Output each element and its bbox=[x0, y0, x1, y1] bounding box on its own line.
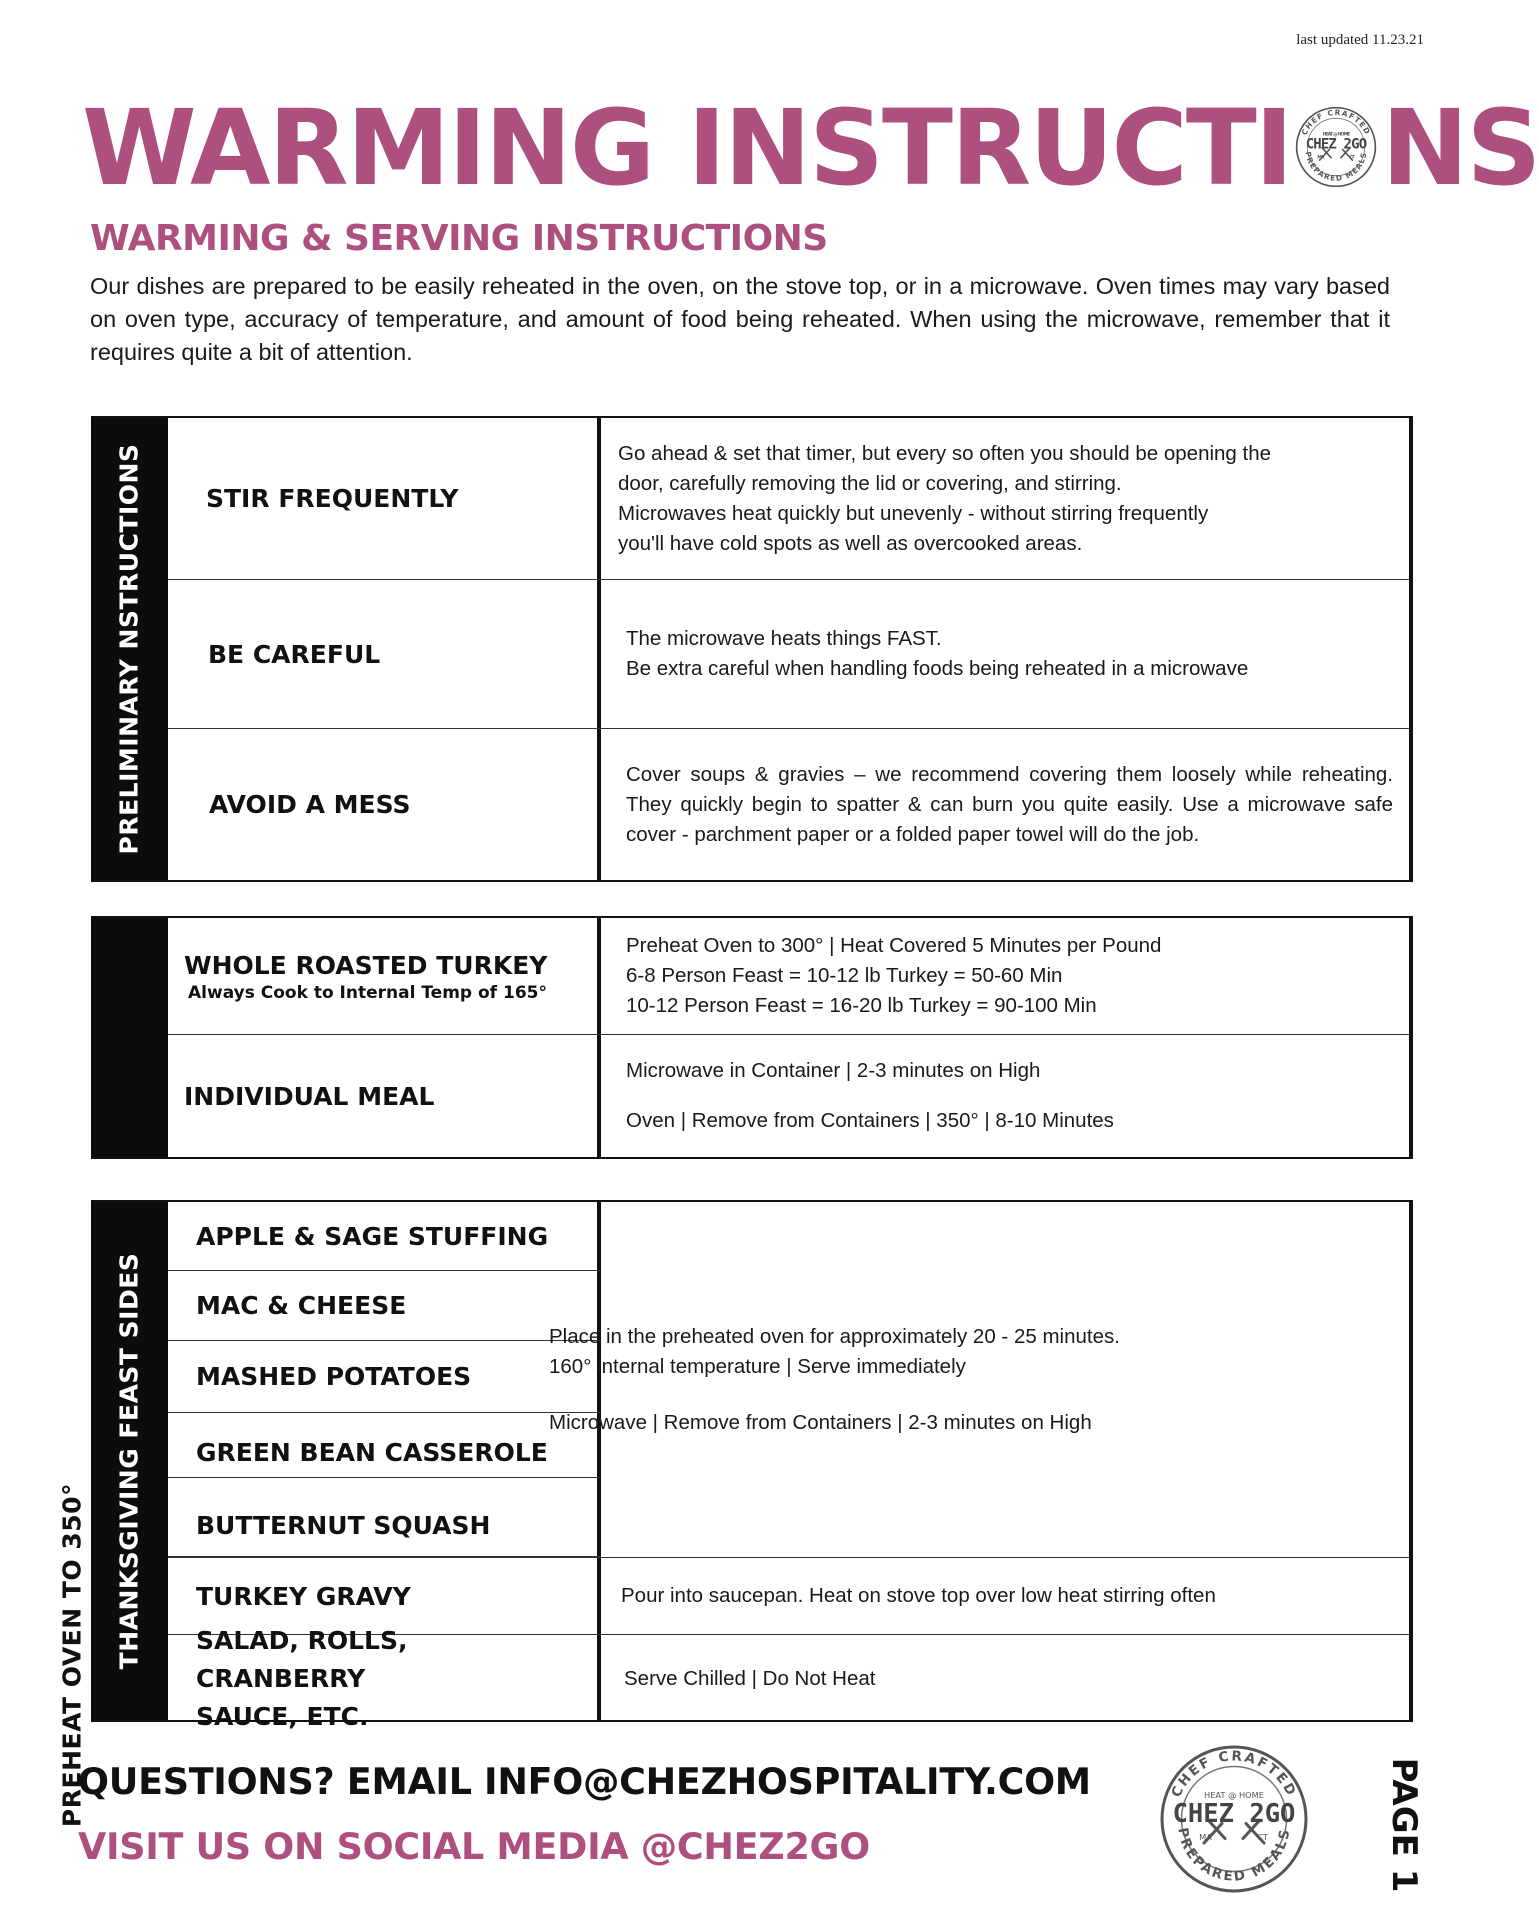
description-line: Go ahead & set that timer, but every so often you should be opening the bbox=[618, 441, 1272, 465]
preliminary-band bbox=[91, 418, 168, 880]
side-item-label: MAC & CHEESE bbox=[196, 1291, 407, 1320]
svg-text:MA: MA bbox=[1199, 1832, 1212, 1842]
description-text: Cover soups & gravies – we recommend covering them loosely while reheating. They quickly begin to spatter & can burn you quite easily. Use a microwave safe cover - parchment paper or a folded paper towel will do the job. bbox=[626, 762, 1393, 846]
svg-text:CT: CT bbox=[1349, 155, 1355, 161]
description-line: Microwave | Remove from Containers | 2-3 minutes on High bbox=[549, 1410, 1092, 1434]
side-item-label: GREEN BEAN CASSEROLE bbox=[196, 1437, 548, 1467]
intro-paragraph: Our dishes are prepared to be easily reheated in the oven, on the stove top, or in a microwave. Oven times may vary based on oven type, accuracy of temperature, and amount of food being reheated. When using the microwave, remember that it requires quite a bit of attention. bbox=[90, 273, 1390, 365]
sides-band bbox=[91, 1202, 168, 1720]
description-line: Oven | Remove from Containers | 350° | 8-10 Minutes bbox=[626, 1109, 1114, 1132]
preliminary-band-label: PRELIMINARY NSTRUCTIONS bbox=[114, 443, 144, 855]
table-row bbox=[168, 918, 1409, 1035]
row-label-cell bbox=[168, 580, 600, 728]
row-description bbox=[604, 418, 1409, 579]
row-description bbox=[604, 580, 1409, 728]
svg-text:CHEF CRAFTED: CHEF CRAFTED bbox=[1168, 1748, 1300, 1800]
description-line: 10-12 Person Feast = 16-20 lb Turkey = 90-100 Min bbox=[626, 994, 1097, 1017]
row-label-cell bbox=[168, 418, 600, 579]
svg-text:CHEZ 2GO: CHEZ 2GO bbox=[1306, 136, 1367, 153]
side-item-label: APPLE & SAGE STUFFING bbox=[196, 1221, 549, 1251]
row-description bbox=[604, 1635, 1409, 1722]
title-right: NS bbox=[1381, 87, 1539, 209]
table-row bbox=[168, 1625, 1409, 1731]
page-number: PAGE 1 bbox=[1384, 1757, 1424, 1893]
row-label: AVOID A MESS bbox=[209, 790, 411, 819]
svg-text:CT: CT bbox=[1257, 1832, 1268, 1842]
description-line: you'll have cold spots as well as overcooked areas. bbox=[618, 531, 1083, 555]
description-line: Be extra careful when handling foods being reheated in a microwave bbox=[626, 657, 1249, 680]
row-description bbox=[604, 729, 1409, 880]
row-description bbox=[604, 1035, 1409, 1157]
title-left: WARMING INSTRUCTI bbox=[82, 87, 1292, 209]
table-row bbox=[168, 418, 1409, 580]
description-line: 160° internal temperature | Serve immediately bbox=[549, 1354, 966, 1378]
row-label: STIR FREQUENTLY bbox=[206, 484, 459, 513]
svg-text:MA: MA bbox=[1317, 155, 1325, 161]
svg-text:PREPARED MEALS: PREPARED MEALS bbox=[1174, 1826, 1294, 1885]
row-sublabel: Always Cook to Internal Temp of 165° bbox=[188, 982, 547, 1003]
description-line: 6-8 Person Feast = 10-12 lb Turkey = 50-60 Min bbox=[626, 964, 1063, 987]
description-line: door, carefully removing the lid or covering, and stirring. bbox=[618, 471, 1122, 495]
row-label: INDIVIDUAL MEAL bbox=[184, 1081, 435, 1111]
mains-table bbox=[91, 916, 1413, 1159]
description-line: Microwave in Container | 2-3 minutes on High bbox=[626, 1059, 1041, 1082]
side-item-label: BUTTERNUT SQUASH bbox=[196, 1510, 491, 1540]
table-row bbox=[168, 1035, 1409, 1157]
social-media-handle: VISIT US ON SOCIAL MEDIA @CHEZ2GO bbox=[78, 1825, 870, 1868]
row-label-cell bbox=[168, 1035, 600, 1157]
table-row bbox=[168, 729, 1409, 880]
description-line: Preheat Oven to 300° | Heat Covered 5 Minutes per Pound bbox=[626, 934, 1162, 957]
section-subtitle: WARMING & SERVING INSTRUCTIONS bbox=[90, 218, 828, 259]
row-label: WHOLE ROASTED TURKEY bbox=[184, 950, 548, 980]
table-row bbox=[168, 580, 1409, 729]
row-description bbox=[604, 1558, 1409, 1634]
sides-table bbox=[91, 1200, 1413, 1731]
row-label-cell bbox=[168, 1625, 600, 1731]
description-line: Place in the preheated oven for approximately 20 - 25 minutes. bbox=[549, 1324, 1120, 1348]
chez2go-footer-logo-icon bbox=[1159, 1744, 1309, 1894]
side-item-label: MASHED POTATOES bbox=[196, 1362, 472, 1391]
row-label-cell bbox=[168, 918, 600, 1034]
svg-text:CHEF CRAFTED: CHEF CRAFTED bbox=[1300, 107, 1373, 137]
svg-text:HEAT @ HOME: HEAT @ HOME bbox=[1323, 132, 1350, 138]
row-label: BE CAREFUL bbox=[208, 639, 381, 669]
sides-group-description bbox=[527, 1202, 1409, 1557]
page-title bbox=[82, 87, 1539, 209]
svg-text:PREPARED MEALS: PREPARED MEALS bbox=[1304, 150, 1369, 183]
side-item-label: TURKEY GRAVY bbox=[196, 1581, 411, 1611]
svg-text:HEAT @ HOME: HEAT @ HOME bbox=[1204, 1790, 1264, 1800]
description-line: Microwaves heat quickly but unevenly - without stirring frequently bbox=[618, 501, 1209, 525]
description-line: The microwave heats things FAST. bbox=[626, 627, 942, 650]
preheat-oven-label: PREHEAT OVEN TO 350° bbox=[57, 1482, 87, 1828]
preliminary-table bbox=[91, 416, 1413, 882]
sides-band-label: THANKSGIVING FEAST SIDES bbox=[114, 1252, 144, 1670]
questions-email: QUESTIONS? EMAIL INFO@CHEZHOSPITALITY.COM bbox=[78, 1760, 1091, 1803]
last-updated: last updated 11.23.21 bbox=[1296, 32, 1424, 48]
description-text: Pour into saucepan. Heat on stove top over low heat stirring often bbox=[621, 1584, 1216, 1607]
description-text: Serve Chilled | Do Not Heat bbox=[624, 1666, 876, 1690]
chez2go-logo-icon bbox=[1295, 106, 1377, 188]
svg-text:CHEZ 2GO: CHEZ 2GO bbox=[1172, 1799, 1296, 1829]
row-label-cell bbox=[168, 729, 600, 880]
row-description bbox=[604, 918, 1409, 1034]
side-item-label: SALAD, ROLLS, CRANBERRY SAUCE, ETC. bbox=[196, 1625, 408, 1731]
mains-band bbox=[91, 918, 168, 1157]
